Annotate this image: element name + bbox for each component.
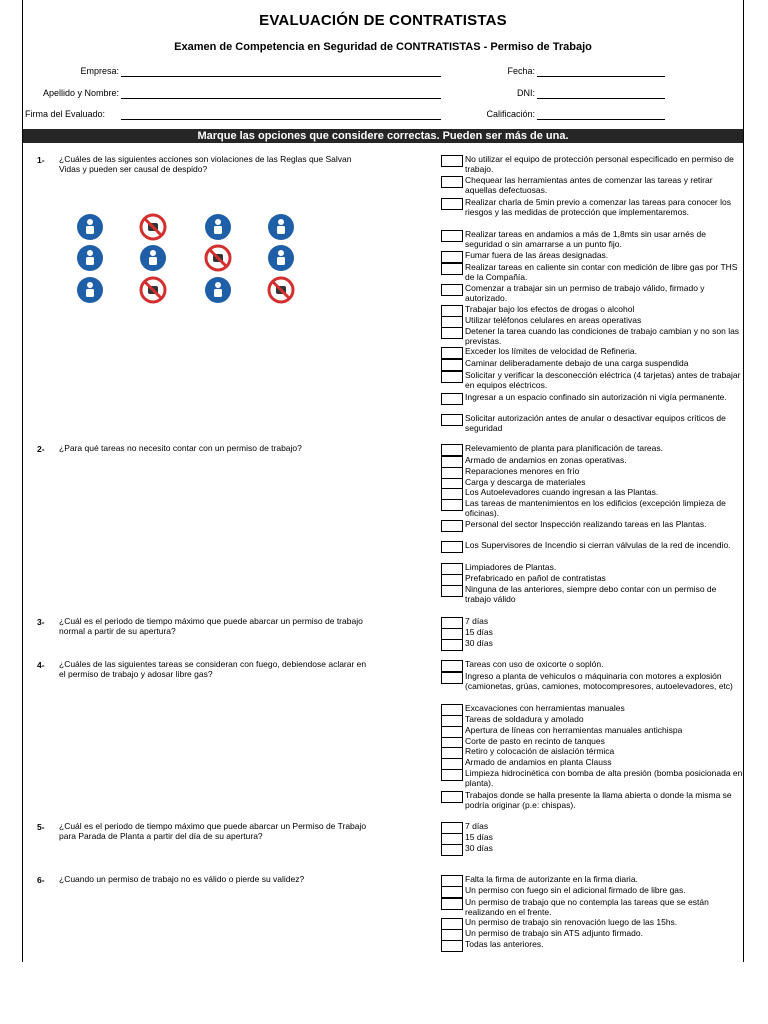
answer-option-label: Armado de andamios en planta Clauss [465,757,612,767]
answer-option-label: Limpiadores de Plantas. [465,562,557,572]
question-text: ¿Cuando un permiso de trabajo no es válido o pierde su validez? [59,874,305,884]
answer-checkbox[interactable] [441,393,463,405]
answer-checkbox[interactable] [441,520,463,532]
answer-option-label: No utilizar el equipo de protección personal especificado en permiso de trabajo. [465,154,734,174]
evaluation-form [22,0,744,962]
answer-option-label: Solicitar y verificar la desconección eléctrica (4 tarjetas) antes de trabajar en equipos eléctricos. [465,370,741,390]
fecha-label: Fecha: [507,66,535,76]
dni-field[interactable] [537,98,665,99]
answer-checkbox[interactable] [441,251,463,263]
answer-checkbox[interactable] [441,444,463,456]
answer-option-label: Un permiso de trabajo sin renovación luego de las 15hs. [465,917,678,927]
answer-option-label: Comenzar a trabajar sin un permiso de trabajo válido, firmado y autorizado. [465,283,705,303]
answer-option-label: Prefabricado en pañol de contratistas [465,573,606,583]
answer-option-label: Excavaciones con herramientas manuales [465,703,625,713]
answer-checkbox[interactable] [441,769,463,781]
empresa-field[interactable] [121,76,441,77]
fecha-field[interactable] [537,76,665,77]
mandatory-sign-icon [266,213,296,241]
answer-option-label: Un permiso de trabajo que no contempla las tareas que se están realizando en el frente. [465,897,709,917]
answer-checkbox[interactable] [441,176,463,188]
mandatory-sign-icon [75,213,105,241]
answer-option-label: Chequear las herramientas antes de comenzar las tareas y retirar aquellas defectuosas. [465,175,713,195]
answer-option-label: 15 días [465,627,493,637]
answer-checkbox[interactable] [441,230,463,242]
question-text: ¿Cuál es el periodo de tiempo máximo que puede abarcar un permiso de trabajo normal a partir de su apertura? [59,616,363,636]
firma-field[interactable] [121,119,441,120]
form-title: EVALUACIÓN DE CONTRATISTAS [259,12,507,29]
answer-checkbox[interactable] [441,347,463,359]
answer-checkbox[interactable] [441,585,463,597]
answer-option-label: Todas las anteriores. [465,939,544,949]
form-subtitle: Examen de Competencia en Seguridad de CONTRATISTAS - Permiso de Trabajo [174,41,592,53]
mandatory-sign-icon [203,276,233,304]
prohibition-sign-icon [203,244,233,272]
mandatory-sign-icon [203,213,233,241]
dni-label: DNI: [517,88,535,98]
answer-checkbox[interactable] [441,660,463,672]
answer-option-label: Falta la firma de autorizante en la firma diaria. [465,874,638,884]
question-number: 2- [37,444,45,454]
answer-checkbox[interactable] [441,886,463,898]
answer-option-label: Los Autoelevadores cuando ingresan a las Plantas. [465,487,659,497]
answer-option-label: Limpieza hidrocinética con bomba de alta presión (bomba posicionada en planta). [465,768,743,788]
answer-option-label: Carga y descarga de materiales [465,477,586,487]
answer-option-label: Retiro y colocación de aislación térmica [465,746,615,756]
answer-checkbox[interactable] [441,371,463,383]
answer-option-label: 15 días [465,832,493,842]
answer-option-label: Fumar fuera de las áreas designadas. [465,250,609,260]
answer-option-label: Exceder los límites de velocidad de Refineria. [465,346,637,356]
instructions-banner: Marque las opciones que considere correctas. Pueden ser más de una. [23,129,743,143]
prohibition-sign-icon [266,276,296,304]
answer-option-label: Ingreso a planta de vehiculos o máquinaria con motores a explosión (camionetas, grúas, camiones, motocompresores, autoelevadores, etc) [465,671,733,691]
empresa-label: Empresa: [80,66,119,76]
answer-option-label: Personal del sector Inspección realizando tareas en las Plantas. [465,519,707,529]
answer-checkbox[interactable] [441,791,463,803]
answer-option-label: Detener la tarea cuando las condiciones de trabajo cambian y no son las previstas. [465,326,740,346]
answer-checkbox[interactable] [441,639,463,651]
answer-option-label: Utilizar teléfonos celulares en areas operativas [465,315,642,325]
answer-option-label: Ninguna de las anteriores, siempre debo contar con un permiso de trabajo válido [465,584,717,604]
answer-option-label: Los Supervisores de Incendio si cierran válvulas de la red de incendio. [465,540,731,550]
answer-option-label: Realizar tareas en caliente sin contar con medición de libre gas por THS de la Compañía. [465,262,738,282]
answer-option-label: Tareas con uso de oxicorte o soplón. [465,659,604,669]
answer-checkbox[interactable] [441,414,463,426]
firma-label: Firma del Evaluado: [25,109,106,119]
question-number: 6- [37,875,45,885]
answer-option-label: Relevamiento de planta para planificación de tareas. [465,443,663,453]
answer-checkbox[interactable] [441,284,463,296]
answer-option-label: Solicitar autorización antes de anular o desactivar equipos críticos de seguridad [465,413,726,433]
answer-option-label: Trabajos donde se halla presente la llama abierta o donde la misma se podría originar (p.e: chispas). [465,790,732,810]
apellido-label: Apellido y Nombre: [42,88,119,98]
answer-option-label: Trabajar bajo los efectos de drogas o alcohol [465,304,635,314]
question-text: ¿Cuáles de las siguientes tareas se consideran con fuego, debiendose aclarar en el permiso de trabajo y adosar libre gas? [59,659,367,679]
answer-option-label: 7 días [465,616,489,626]
answer-option-label: Realizar tareas en andamios a más de 1,8mts sin usar arnés de seguridad o sin amarrarse a un punto fijo. [465,229,706,249]
answer-option-label: Tareas de soldadura y amolado [465,714,584,724]
answer-option-label: Reparaciones menores en frío [465,466,580,476]
answer-option-label: Un permiso con fuego sin el adicional firmado de libre gas. [465,885,686,895]
answer-checkbox[interactable] [441,155,463,167]
answer-option-label: Apertura de líneas con herramientas manuales antichispa [465,725,683,735]
question-text: ¿Cuál es el periodo de tiempo máximo que puede abarcar un Permiso de Trabajo para Parada de Planta a partir del día de su apertura? [59,821,367,841]
question-number: 1- [37,155,45,165]
question-number: 4- [37,660,45,670]
answer-option-label: 30 días [465,638,493,648]
answer-checkbox[interactable] [441,198,463,210]
question-text: ¿Cuáles de las siguientes acciones son violaciones de las Reglas que Salvan Vidas y pueden ser causal de despido? [59,154,352,174]
answer-checkbox[interactable] [441,499,463,511]
answer-checkbox[interactable] [441,844,463,856]
answer-checkbox[interactable] [441,327,463,339]
answer-option-label: Armado de andamios en zonas operativas. [465,455,627,465]
prohibition-sign-icon [138,213,168,241]
mandatory-sign-icon [138,244,168,272]
answer-option-label: Las tareas de mantenimientos en los edificios (excepción limpieza de oficinas). [465,498,726,518]
answer-checkbox[interactable] [441,263,463,275]
answer-checkbox[interactable] [441,672,463,684]
question-number: 5- [37,822,45,832]
question-text: ¿Para qué tareas no necesito contar con un permiso de trabajo? [59,443,302,453]
answer-option-label: Un permiso de trabajo sin ATS adjunto firmado. [465,928,643,938]
answer-checkbox[interactable] [441,898,463,910]
answer-option-label: Caminar deliberadamente debajo de una carga suspendida [465,358,689,368]
apellido-field[interactable] [121,98,441,99]
calificacion-field[interactable] [537,119,665,120]
answer-option-label: Corte de pasto en recinto de tanques [465,736,605,746]
mandatory-sign-icon [75,244,105,272]
answer-option-label: Ingresar a un espacio confinado sin autorización ni vigía permanente. [465,392,727,402]
calificacion-label: Calificación: [486,109,535,119]
mandatory-sign-icon [266,244,296,272]
answer-option-label: 7 días [465,821,489,831]
mandatory-sign-icon [75,276,105,304]
answer-checkbox[interactable] [441,541,463,553]
answer-checkbox[interactable] [441,359,463,371]
answer-option-label: 30 días [465,843,493,853]
answer-checkbox[interactable] [441,940,463,952]
prohibition-sign-icon [138,276,168,304]
answer-option-label: Realizar charla de 5min previo a comenzar las tareas para conocer los riesgos y las medidas de protección que implementaremos. [465,197,731,217]
question-number: 3- [37,617,45,627]
